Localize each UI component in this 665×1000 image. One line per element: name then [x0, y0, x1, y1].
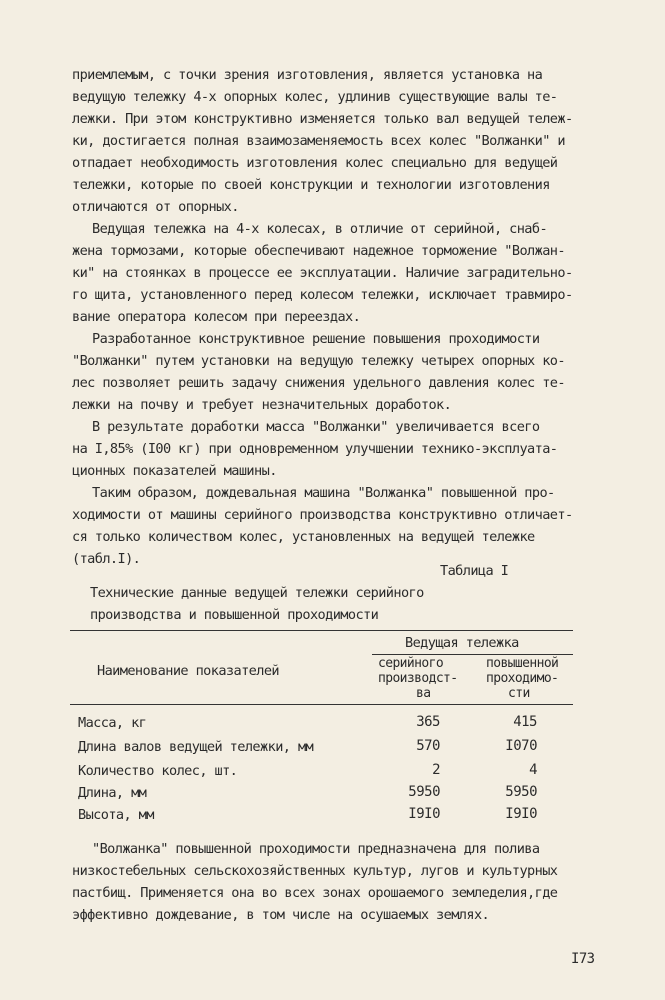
table-cell-high: I070: [505, 738, 537, 754]
page-number: I73: [571, 951, 595, 967]
text-line: Разработанное конструктивное решение повышения проходимости: [92, 331, 540, 347]
table-header-rule: [70, 704, 573, 705]
table-row-name: Высота, мм: [78, 807, 154, 823]
text-line: низкостебельных сельскохозяйственных культур, лугов и культурных: [72, 863, 558, 879]
column-header-high: повышенной: [486, 656, 559, 671]
text-line: пастбищ. Применяется она во всех зонах орошаемого земледелия,где: [72, 885, 558, 901]
text-line: лес позволяет решить задачу снижения удельного давления колес те-: [72, 375, 565, 391]
column-header-serial: ва: [416, 686, 431, 701]
table-row-name: Количество колес, шт.: [78, 763, 238, 779]
table-cell-high: 5950: [505, 784, 537, 800]
group-header-rule: [372, 654, 573, 655]
column-header-high: сти: [508, 686, 530, 701]
column-header-serial: серийного: [378, 656, 444, 671]
table-cell-serial: 5950: [408, 784, 440, 800]
text-line: ведущую тележку 4-х опорных колес, удлинив существующие валы те-: [72, 89, 558, 105]
column-header-name: Наименование показателей: [97, 663, 280, 679]
table-cell-serial: 570: [416, 738, 440, 754]
table-top-rule: [70, 630, 573, 631]
text-line: эффективно дождевание, в том числе на осушаемых землях.: [72, 907, 490, 923]
table-cell-serial: 2: [432, 762, 440, 778]
table-cell-serial: I9I0: [408, 806, 440, 822]
text-line: на I,85% (I00 кг) при одновременном улучшении технико-эксплуата-: [72, 441, 558, 457]
text-line: го щита, установленного перед колесом тележки, исключает травмиро-: [72, 287, 573, 303]
group-header: Ведущая тележка: [405, 635, 519, 651]
table-row-name: Длина валов ведущей тележки, мм: [78, 739, 314, 755]
table-cell-high: 415: [513, 714, 537, 730]
column-header-serial: производст-: [378, 671, 458, 686]
table-caption: Технические данные ведущей тележки серийного: [90, 585, 424, 601]
text-line: В результате доработки масса "Волжанки" увеличивается всего: [92, 419, 540, 435]
table-label: Таблица I: [440, 563, 509, 579]
table-row-name: Масса, кг: [78, 715, 147, 731]
table-row-name: Длина, мм: [78, 785, 147, 801]
text-line: ся только количеством колес, установленных на ведущей тележке: [72, 529, 535, 545]
table-cell-high: 4: [529, 762, 537, 778]
text-line: "Волжанка" повышенной проходимости предназначена для полива: [92, 841, 540, 857]
text-line: ки, достигается полная взаимозаменяемость всех колес "Волжанки" и: [72, 133, 565, 149]
text-line: "Волжанки" путем установки на ведущую тележку четырех опорных ко-: [72, 353, 565, 369]
text-line: Ведущая тележка на 4-х колесах, в отличие от серийной, снаб-: [92, 221, 548, 237]
text-line: Таким образом, дождевальная машина "Волжанка" повышенной про-: [92, 485, 555, 501]
text-line: лежки на почву и требует незначительных доработок.: [72, 397, 452, 413]
text-line: жена тормозами, которые обеспечивают надежное торможение "Волжан-: [72, 243, 565, 259]
text-line: (табл.I).: [72, 551, 141, 567]
text-line: лежки. При этом конструктивно изменяется только вал ведущей тележ-: [72, 111, 573, 127]
text-line: приемлемым, с точки зрения изготовления, является установка на: [72, 67, 543, 83]
table-cell-serial: 365: [416, 714, 440, 730]
text-line: отличаются от опорных.: [72, 199, 239, 215]
text-line: тележки, которые по своей конструкции и технологии изготовления: [72, 177, 550, 193]
text-line: отпадает необходимость изготовления колес специально для ведущей: [72, 155, 558, 171]
column-header-high: проходимо-: [486, 671, 559, 686]
table-caption: производства и повышенной проходимости: [90, 607, 379, 623]
text-line: вание оператора колесом при переездах.: [72, 309, 361, 325]
text-line: ционных показателей машины.: [72, 463, 277, 479]
table-cell-high: I9I0: [505, 806, 537, 822]
text-line: ки" на стоянках в процессе ее эксплуатации. Наличие заградительно-: [72, 265, 573, 281]
text-line: ходимости от машины серийного производства конструктивно отличает-: [72, 507, 573, 523]
